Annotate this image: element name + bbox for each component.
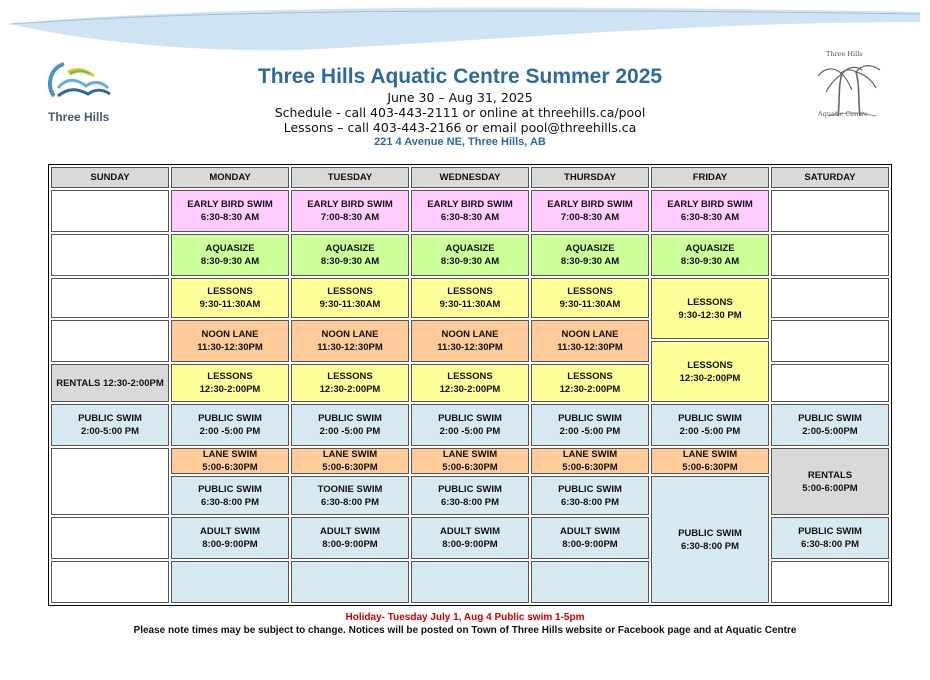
early-bird-swim-friday: EARLY BIRD SWIM 6:30-8:30 AM — [651, 190, 769, 232]
public-swim-monday: PUBLIC SWIM 2:00 -5:00 PM — [171, 404, 289, 446]
lessons-pm-thursday: LESSONS 12:30-2:00PM — [531, 364, 649, 402]
rentals-saturday: RENTALS 5:00-6:00PM — [771, 448, 889, 515]
empty-cell — [291, 561, 409, 603]
lane-swim-wednesday: LANE SWIM 5:00-6:30PM — [411, 448, 529, 474]
aquasize-thursday: AQUASIZE 8:30-9:30 AM — [531, 234, 649, 276]
public-swim-saturday: PUBLIC SWIM 2:00-5:00PM — [771, 404, 889, 446]
aquasize-monday: AQUASIZE 8:30-9:30 AM — [171, 234, 289, 276]
empty-cell — [51, 278, 169, 318]
lessons-am-friday: LESSONS 9:30-12:30 PM — [651, 278, 769, 339]
empty-cell — [51, 448, 169, 515]
evening-public-swim-saturday: PUBLIC SWIM 6:30-8:00 PM — [771, 517, 889, 559]
change-notice: Please note times may be subject to change. Notices will be posted on Town of Three Hills website or Facebook page and at Aquatic Centre — [133, 625, 797, 636]
hills-logo-icon — [40, 52, 120, 112]
noon-lane-monday: NOON LANE 11:30-12:30PM — [171, 320, 289, 362]
early-bird-swim-wednesday: EARLY BIRD SWIM 6:30-8:30 AM — [411, 190, 529, 232]
logo-text-top: Three Hills — [826, 50, 863, 58]
evening-public-swim-wednesday: PUBLIC SWIM 6:30-8:00 PM — [411, 476, 529, 515]
day-header-thursday: THURSDAY — [531, 167, 649, 188]
lessons-am-tuesday: LESSONS 9:30-11:30AM — [291, 278, 409, 318]
public-swim-sunday: PUBLIC SWIM 2:00-5:00 PM — [51, 404, 169, 446]
three-hills-logo — [40, 52, 120, 132]
day-header-monday: MONDAY — [171, 167, 289, 188]
day-header-wednesday: WEDNESDAY — [411, 167, 529, 188]
public-swim-tuesday: PUBLIC SWIM 2:00 -5:00 PM — [291, 404, 409, 446]
holiday-note: Holiday- Tuesday July 1, Aug 4 Public swim 1-5pm — [345, 612, 585, 623]
lessons-pm-monday: LESSONS 12:30-2:00PM — [171, 364, 289, 402]
early-bird-swim-thursday: EARLY BIRD SWIM 7:00-8:30 AM — [531, 190, 649, 232]
toonie-swim-tuesday: TOONIE SWIM 6:30-8:00 PM — [291, 476, 409, 515]
evening-public-swim-monday: PUBLIC SWIM 6:30-8:00 PM — [171, 476, 289, 515]
adult-swim-thursday: ADULT SWIM 8:00-9:00PM — [531, 517, 649, 559]
public-swim-thursday: PUBLIC SWIM 2:00 -5:00 PM — [531, 404, 649, 446]
empty-cell — [411, 561, 529, 603]
evening-public-swim-thursday: PUBLIC SWIM 6:30-8:00 PM — [531, 476, 649, 515]
aquasize-tuesday: AQUASIZE 8:30-9:30 AM — [291, 234, 409, 276]
lessons-contact: Lessons – call 403-443-2166 or email pool@threehills.ca — [283, 120, 637, 135]
empty-cell — [51, 234, 169, 276]
adult-swim-wednesday: ADULT SWIM 8:00-9:00PM — [411, 517, 529, 559]
rentals-sunday: RENTALS 12:30-2:00PM — [51, 364, 169, 402]
lessons-am-wednesday: LESSONS 9:30-11:30AM — [411, 278, 529, 318]
day-header-tuesday: TUESDAY — [291, 167, 409, 188]
day-header-friday: FRIDAY — [651, 167, 769, 188]
public-swim-wednesday: PUBLIC SWIM 2:00 -5:00 PM — [411, 404, 529, 446]
aquasize-friday: AQUASIZE 8:30-9:30 AM — [651, 234, 769, 276]
empty-cell — [171, 561, 289, 603]
adult-swim-tuesday: ADULT SWIM 8:00-9:00PM — [291, 517, 409, 559]
lane-swim-thursday: LANE SWIM 5:00-6:30PM — [531, 448, 649, 474]
noon-lane-wednesday: NOON LANE 11:30-12:30PM — [411, 320, 529, 362]
address: 221 4 Avenue NE, Three Hills, AB — [374, 136, 546, 148]
lessons-pm-tuesday: LESSONS 12:30-2:00PM — [291, 364, 409, 402]
evening-public-swim-friday: PUBLIC SWIM 6:30-8:00 PM — [651, 476, 769, 603]
lessons-am-thursday: LESSONS 9:30-11:30AM — [531, 278, 649, 318]
aquasize-wednesday: AQUASIZE 8:30-9:30 AM — [411, 234, 529, 276]
empty-cell — [771, 234, 889, 276]
lessons-pm-friday: LESSONS 12:30-2:00PM — [651, 341, 769, 402]
lane-swim-tuesday: LANE SWIM 5:00-6:30PM — [291, 448, 409, 474]
page-title: Three Hills Aquatic Centre Summer 2025 — [257, 65, 663, 88]
noon-lane-thursday: NOON LANE 11:30-12:30PM — [531, 320, 649, 362]
empty-cell — [771, 320, 889, 362]
early-bird-swim-monday: EARLY BIRD SWIM 6:30-8:30 AM — [171, 190, 289, 232]
logo-text-bottom: Aquatic Centre — [818, 110, 868, 118]
date-range: June 30 – Aug 31, 2025 — [387, 90, 533, 105]
lane-swim-monday: LANE SWIM 5:00-6:30PM — [171, 448, 289, 474]
empty-cell — [771, 364, 889, 402]
day-header-saturday: SATURDAY — [771, 167, 889, 188]
page-header — [160, 64, 760, 149]
empty-cell — [51, 320, 169, 362]
adult-swim-monday: ADULT SWIM 8:00-9:00PM — [171, 517, 289, 559]
schedule-contact: Schedule - call 403-443-2111 or online at threehills.ca/pool — [274, 105, 646, 120]
noon-lane-tuesday: NOON LANE 11:30-12:30PM — [291, 320, 409, 362]
empty-cell — [771, 190, 889, 232]
header-wave-decoration — [0, 0, 930, 60]
day-header-sunday: SUNDAY — [51, 167, 169, 188]
public-swim-friday: PUBLIC SWIM 2:00 -5:00 PM — [651, 404, 769, 446]
lane-swim-friday: LANE SWIM 5:00-6:30PM — [651, 448, 769, 474]
logo-text: Three Hills — [48, 110, 110, 124]
early-bird-swim-tuesday: EARLY BIRD SWIM 7:00-8:30 AM — [291, 190, 409, 232]
empty-cell — [771, 278, 889, 318]
empty-cell — [51, 517, 169, 559]
lessons-pm-wednesday: LESSONS 12:30-2:00PM — [411, 364, 529, 402]
empty-cell — [771, 561, 889, 603]
lessons-am-monday: LESSONS 9:30-11:30AM — [171, 278, 289, 318]
empty-cell — [51, 561, 169, 603]
empty-cell — [51, 190, 169, 232]
aquatic-centre-logo — [808, 48, 898, 128]
empty-cell — [531, 561, 649, 603]
